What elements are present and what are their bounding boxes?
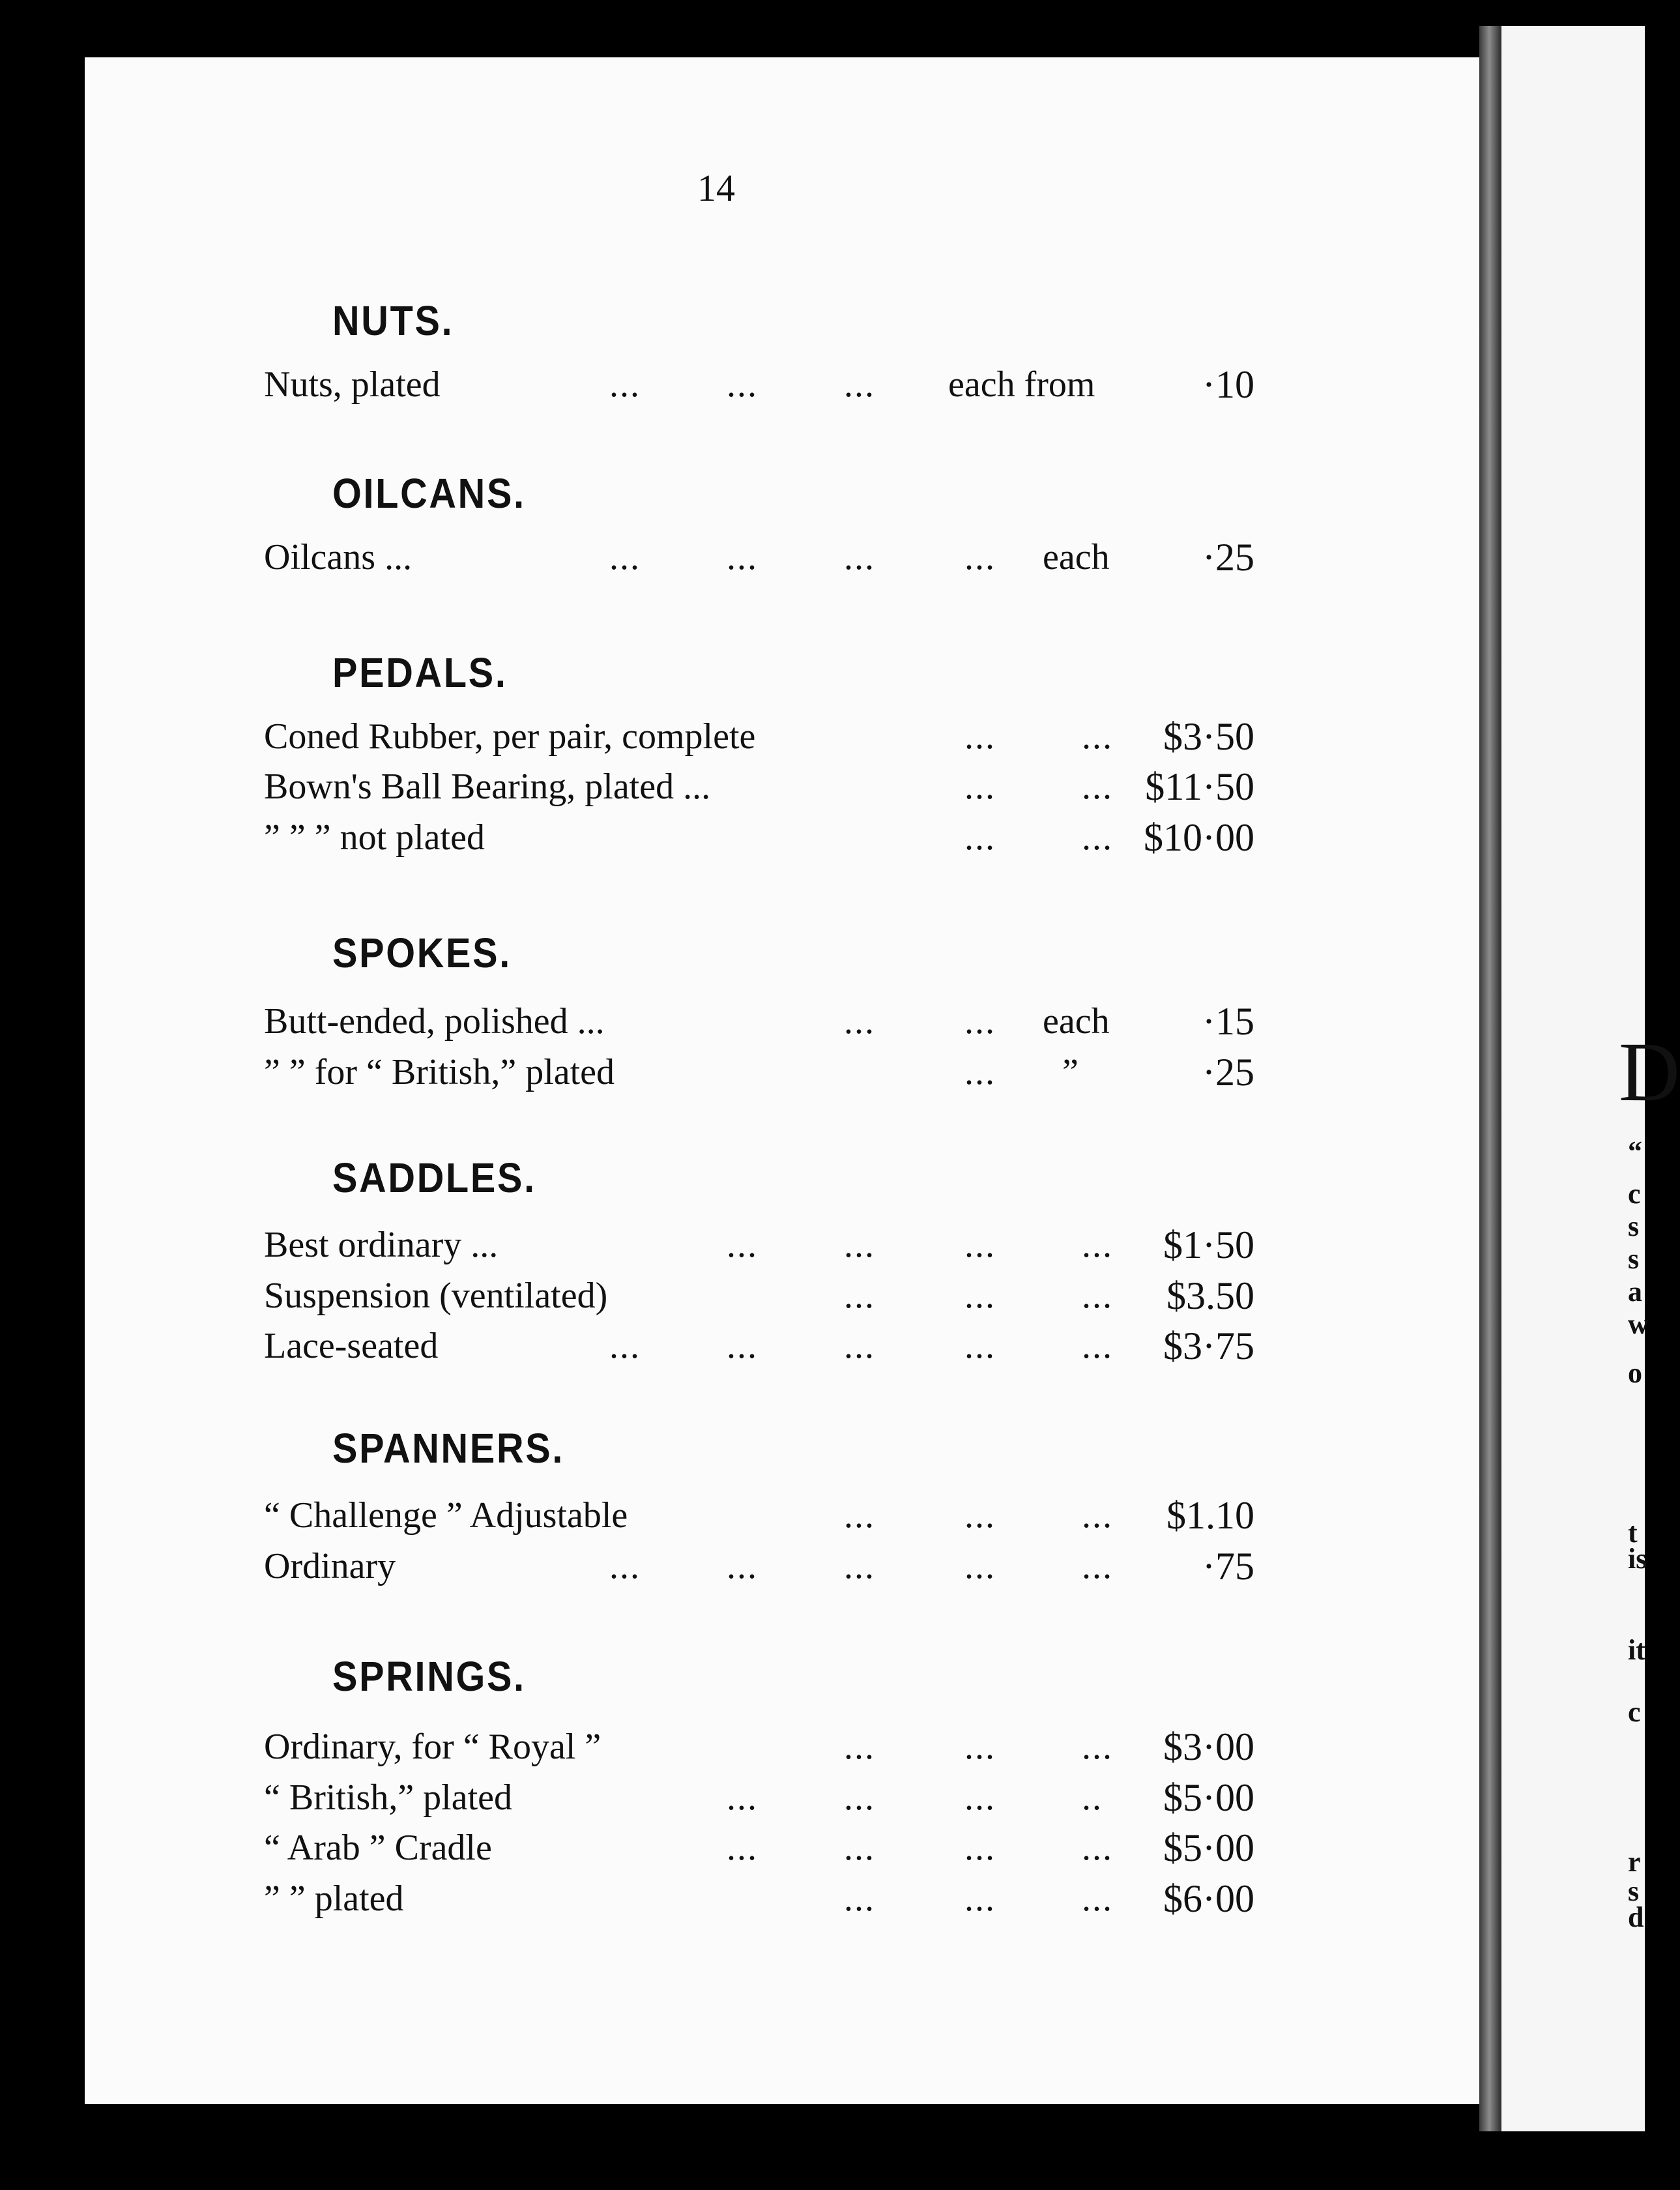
leader-dots: ... bbox=[727, 537, 758, 577]
item-unit: each from bbox=[948, 364, 1095, 405]
item-description: Ordinary, for “ Royal ” bbox=[264, 1727, 601, 1767]
facing-page-fragment: s bbox=[1628, 1210, 1640, 1242]
item-description: “ Arab ” Cradle bbox=[264, 1828, 492, 1868]
section-title: SPRINGS. bbox=[332, 1653, 526, 1700]
leader-dots: ... bbox=[964, 1225, 996, 1265]
item-description: ” ” for “ British,” plated bbox=[264, 1052, 615, 1092]
section-title: SADDLES. bbox=[332, 1154, 536, 1201]
leader-dots: ... bbox=[964, 1276, 996, 1316]
item-description: Best ordinary ... bbox=[264, 1225, 499, 1265]
leader-dots: ... bbox=[609, 1326, 641, 1366]
leader-dots: ... bbox=[964, 1001, 996, 1042]
facing-page-fragment: c bbox=[1628, 1696, 1641, 1728]
price-row bbox=[264, 1049, 1254, 1095]
item-description: Ordinary bbox=[264, 1546, 396, 1586]
page-number: 14 bbox=[697, 167, 735, 209]
price-row bbox=[264, 764, 1254, 810]
leader-dots: ... bbox=[964, 1828, 996, 1868]
item-price: ·25 bbox=[1202, 1051, 1254, 1094]
item-description: ” ” ” not plated bbox=[264, 817, 485, 858]
leader-dots: ... bbox=[609, 1546, 641, 1586]
leader-dots: ... bbox=[844, 364, 875, 405]
item-price: $6·00 bbox=[1163, 1877, 1254, 1920]
section-title: PEDALS. bbox=[332, 649, 508, 696]
item-description: Suspension (ventilated) bbox=[264, 1276, 608, 1316]
price-row bbox=[264, 815, 1254, 860]
facing-page-fragment: s bbox=[1628, 1875, 1640, 1907]
item-description: Coned Rubber, per pair, complete bbox=[264, 716, 756, 757]
item-price: $3·00 bbox=[1163, 1725, 1254, 1768]
leader-dots: ... bbox=[964, 766, 996, 807]
leader-dots: ... bbox=[609, 537, 641, 577]
leader-dots: ... bbox=[964, 1727, 996, 1767]
item-price: $1·50 bbox=[1163, 1223, 1254, 1266]
item-description: “ British,” plated bbox=[264, 1777, 513, 1818]
leader-dots: ... bbox=[1082, 1495, 1113, 1536]
leader-dots: ... bbox=[1082, 1225, 1113, 1265]
leader-dots: ... bbox=[844, 1878, 875, 1919]
facing-page-fragment: a bbox=[1628, 1276, 1642, 1307]
facing-page-initial: D bbox=[1619, 1025, 1680, 1119]
facing-page-fragment: t bbox=[1628, 1517, 1638, 1549]
price-row bbox=[264, 714, 1254, 759]
item-description: Bown's Ball Bearing, plated ... bbox=[264, 766, 711, 807]
price-row bbox=[264, 999, 1254, 1044]
price-row bbox=[264, 1543, 1254, 1589]
item-description: Butt-ended, polished ... bbox=[264, 1001, 605, 1042]
facing-page-fragment: “ bbox=[1628, 1135, 1642, 1167]
leader-dots: ... bbox=[964, 1777, 996, 1818]
facing-page-fragment: d bbox=[1628, 1901, 1644, 1933]
leader-dots: ... bbox=[727, 364, 758, 405]
book-spine bbox=[1479, 26, 1501, 2131]
leader-dots: ... bbox=[844, 537, 875, 577]
leader-dots: .. bbox=[1082, 1777, 1103, 1818]
leader-dots: ... bbox=[844, 1276, 875, 1316]
leader-dots: ... bbox=[1082, 1828, 1113, 1868]
item-unit: each bbox=[1043, 537, 1110, 577]
item-price: ·25 bbox=[1202, 536, 1254, 579]
leader-dots: ... bbox=[844, 1495, 875, 1536]
facing-page-fragment: is bbox=[1628, 1543, 1647, 1575]
leader-dots: ... bbox=[1082, 1326, 1113, 1366]
price-row bbox=[264, 1775, 1254, 1820]
item-description: Nuts, plated bbox=[264, 364, 441, 405]
item-price: ·15 bbox=[1202, 1000, 1254, 1043]
leader-dots: ... bbox=[964, 1052, 996, 1092]
leader-dots: ... bbox=[844, 1727, 875, 1767]
facing-page-fragment: it bbox=[1628, 1634, 1645, 1666]
leader-dots: ... bbox=[727, 1225, 758, 1265]
item-unit: ” bbox=[1062, 1052, 1079, 1092]
item-price: $3·50 bbox=[1163, 715, 1254, 758]
leader-dots: ... bbox=[1082, 1727, 1113, 1767]
facing-page-fragment: o bbox=[1628, 1357, 1642, 1389]
section-title: NUTS. bbox=[332, 297, 454, 344]
leader-dots: ... bbox=[844, 1326, 875, 1366]
leader-dots: ... bbox=[964, 537, 996, 577]
item-price: $3·75 bbox=[1163, 1324, 1254, 1367]
leader-dots: ... bbox=[844, 1546, 875, 1586]
item-price: $11·50 bbox=[1145, 765, 1254, 808]
leader-dots: ... bbox=[964, 1495, 996, 1536]
section-title: SPOKES. bbox=[332, 929, 512, 976]
leader-dots: ... bbox=[1082, 1276, 1113, 1316]
leader-dots: ... bbox=[964, 716, 996, 757]
item-price: ·10 bbox=[1202, 363, 1254, 406]
leader-dots: ... bbox=[727, 1326, 758, 1366]
leader-dots: ... bbox=[964, 1878, 996, 1919]
price-row bbox=[264, 1876, 1254, 1921]
price-row bbox=[264, 362, 1254, 407]
price-row bbox=[264, 1724, 1254, 1770]
leader-dots: ... bbox=[727, 1546, 758, 1586]
price-row bbox=[264, 1273, 1254, 1319]
leader-dots: ... bbox=[1082, 817, 1113, 858]
item-price: ·75 bbox=[1202, 1545, 1254, 1588]
leader-dots: ... bbox=[964, 817, 996, 858]
facing-page bbox=[1501, 26, 1680, 2131]
price-row bbox=[264, 1222, 1254, 1268]
leader-dots: ... bbox=[844, 1777, 875, 1818]
leader-dots: ... bbox=[727, 1828, 758, 1868]
facing-page-fragment: r bbox=[1628, 1846, 1641, 1878]
item-price: $1.10 bbox=[1166, 1494, 1254, 1537]
price-row bbox=[264, 1493, 1254, 1538]
item-price: $5·00 bbox=[1163, 1826, 1254, 1869]
item-description: “ Challenge ” Adjustable bbox=[264, 1495, 628, 1536]
item-unit: each bbox=[1043, 1001, 1110, 1042]
leader-dots: ... bbox=[844, 1828, 875, 1868]
item-description: ” ” plated bbox=[264, 1878, 404, 1919]
item-description: Lace-seated bbox=[264, 1326, 439, 1366]
leader-dots: ... bbox=[844, 1001, 875, 1042]
leader-dots: ... bbox=[1082, 1546, 1113, 1586]
facing-page-fragment: s bbox=[1628, 1243, 1640, 1275]
leader-dots: ... bbox=[964, 1326, 996, 1366]
price-row bbox=[264, 1323, 1254, 1369]
leader-dots: ... bbox=[727, 1777, 758, 1818]
item-price: $5·00 bbox=[1163, 1776, 1254, 1819]
item-price: $10·00 bbox=[1144, 816, 1254, 859]
leader-dots: ... bbox=[1082, 766, 1113, 807]
item-description: Oilcans ... bbox=[264, 537, 413, 577]
section-title: OILCANS. bbox=[332, 470, 526, 517]
leader-dots: ... bbox=[609, 364, 641, 405]
item-price: $3.50 bbox=[1166, 1274, 1254, 1317]
leader-dots: ... bbox=[1082, 716, 1113, 757]
facing-page-fragment: w bbox=[1628, 1308, 1649, 1340]
price-row bbox=[264, 534, 1254, 580]
price-row bbox=[264, 1825, 1254, 1871]
section-title: SPANNERS. bbox=[332, 1425, 565, 1472]
facing-page-fragment: c bbox=[1628, 1178, 1641, 1210]
leader-dots: ... bbox=[1082, 1878, 1113, 1919]
leader-dots: ... bbox=[964, 1546, 996, 1586]
leader-dots: ... bbox=[844, 1225, 875, 1265]
